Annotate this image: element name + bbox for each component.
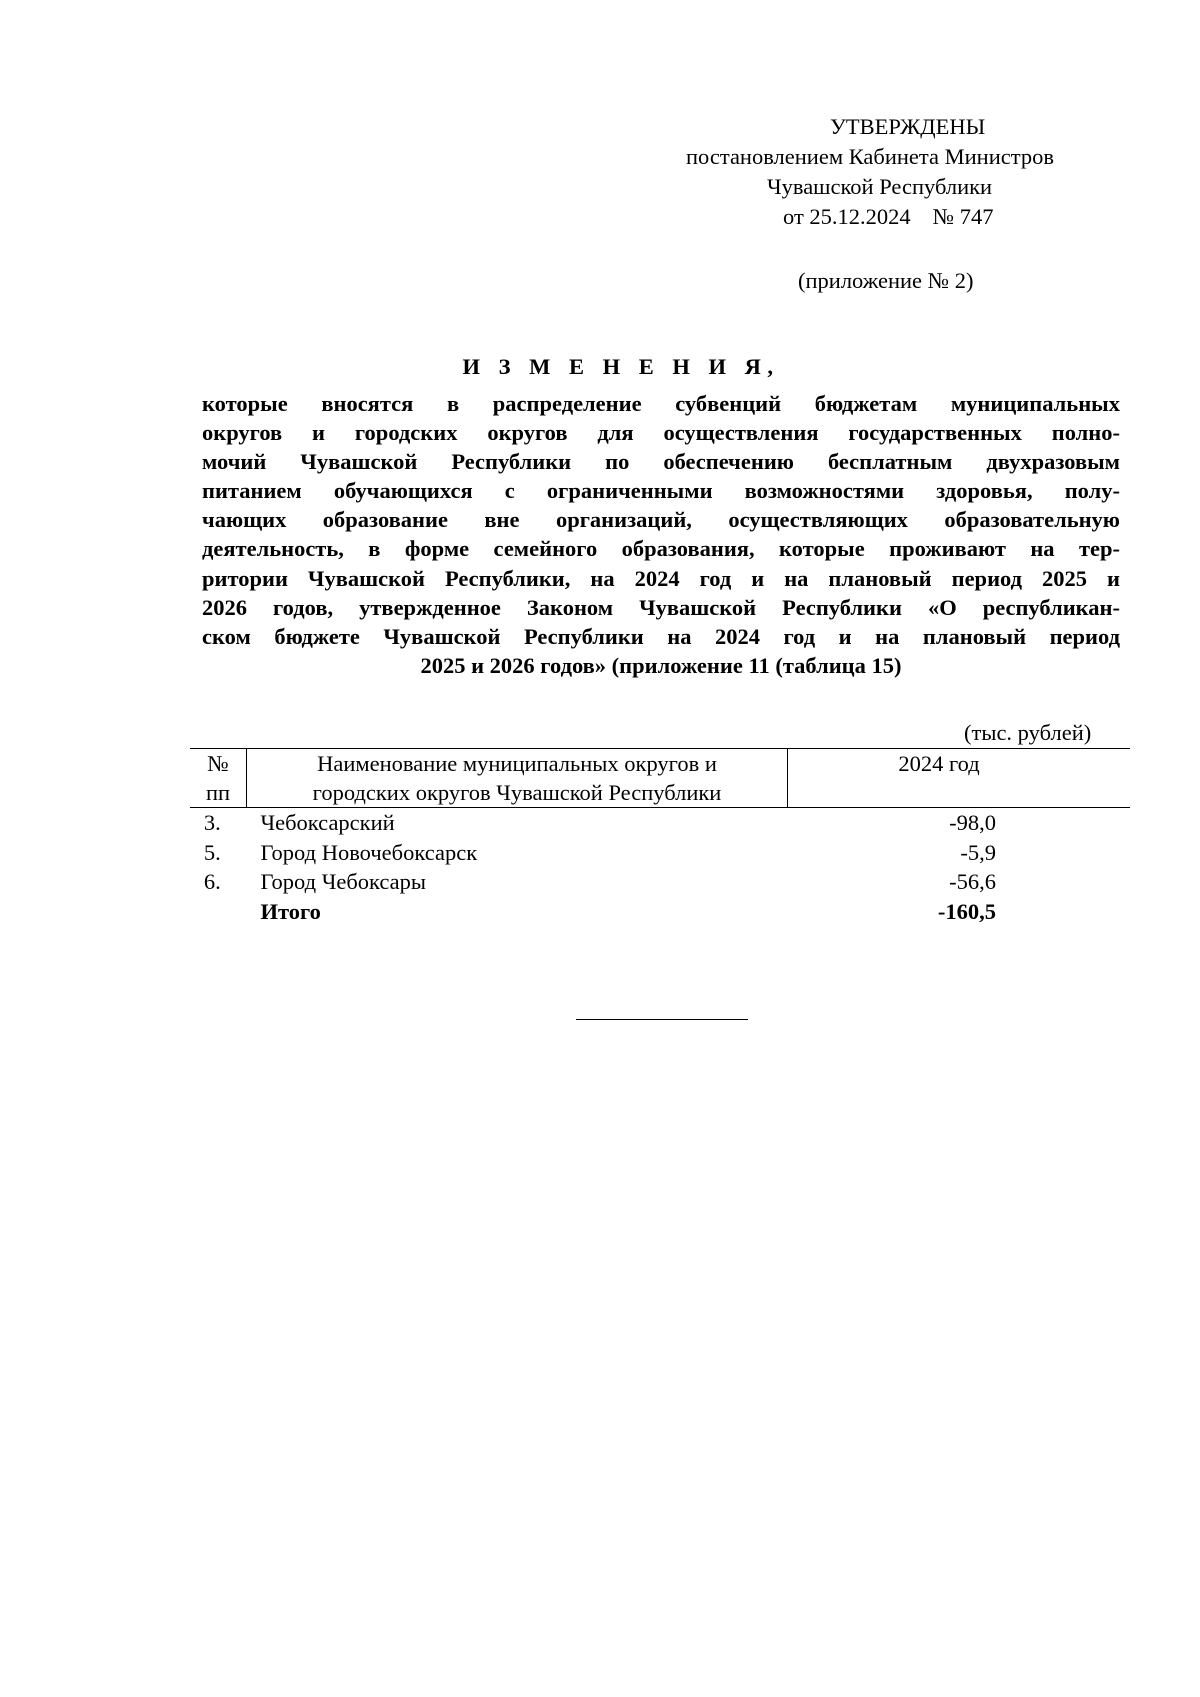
subtitle-line: мочий Чувашской Республики по обеспечению бесплатным двухразовым bbox=[202, 449, 1120, 475]
row-number: 3. bbox=[203, 810, 221, 835]
row-value: -5,9 bbox=[960, 839, 996, 865]
approval-issuer-line: постановлением Кабинета Министров bbox=[686, 144, 1054, 169]
units-label: (тыс. рублей) bbox=[964, 720, 1092, 745]
subtitle-line: питанием обучающихся с ограниченными возможностями здоровья, полу- bbox=[202, 478, 1120, 504]
subtitle-line: ском бюджете Чувашской Республики на 2024 год и на плановый период bbox=[202, 623, 1120, 649]
document-title: И З М Е Н Е Н И Я, bbox=[462, 354, 780, 379]
subtitle-line: 2025 и 2026 годов» (приложение 11 (таблица 15) bbox=[420, 652, 902, 678]
approval-republic-line: Чувашской Республики bbox=[767, 174, 993, 199]
column-header-year: 2024 год bbox=[898, 751, 980, 776]
appendix-note: (приложение № 2) bbox=[798, 268, 974, 293]
table-body bbox=[190, 808, 1130, 927]
table-row bbox=[190, 838, 1130, 868]
approval-number: № 747 bbox=[932, 204, 994, 229]
subtitle-line: которые вносятся в распределение субвенций бюджетам муниципальных bbox=[202, 391, 1120, 416]
table-total-row bbox=[190, 897, 1130, 927]
subtitle-line: ритории Чувашской Республики, на 2024 год и на плановый период 2025 и bbox=[202, 565, 1120, 591]
end-divider bbox=[576, 1019, 748, 1020]
approval-heading: УТВЕРЖДЕНЫ bbox=[830, 114, 986, 139]
approval-date-line bbox=[783, 202, 1200, 232]
table-header bbox=[190, 749, 1130, 808]
column-header-name-line2: городских округов Чувашской Республики bbox=[312, 780, 722, 805]
row-name: Город Чебоксары bbox=[260, 869, 426, 894]
approval-stamp bbox=[600, 112, 1200, 232]
column-header-number-line1: № bbox=[207, 751, 229, 776]
row-name: Город Новочебоксарск bbox=[260, 839, 478, 865]
column-header-number-line2: пп bbox=[205, 780, 231, 805]
approval-date: от 25.12.2024 bbox=[783, 204, 911, 229]
row-number: 5. bbox=[203, 839, 221, 865]
subtitle-line: 2026 годов, утвержденное Законом Чувашской Республики «О республикан- bbox=[202, 594, 1120, 620]
column-header-number bbox=[190, 749, 247, 808]
row-number: 6. bbox=[203, 869, 221, 894]
document-subtitle bbox=[202, 389, 1120, 680]
subtitle-line: деятельность, в форме семейного образования, которые проживают на тер- bbox=[202, 536, 1120, 562]
subtitle-line: чающих образование вне организаций, осуществляющих образовательную bbox=[202, 507, 1120, 533]
total-value: -160,5 bbox=[937, 898, 996, 924]
subtitle-line: округов и городских округов для осуществления государственных полно- bbox=[202, 420, 1120, 446]
row-value: -98,0 bbox=[949, 810, 996, 835]
table-row bbox=[190, 808, 1130, 838]
row-name: Чебоксарский bbox=[260, 810, 395, 835]
table-header-row bbox=[190, 749, 1130, 808]
subvention-table bbox=[190, 748, 1130, 926]
total-number bbox=[190, 897, 247, 927]
table-row bbox=[190, 867, 1130, 897]
column-header-name-line1: Наименование муниципальных округов и bbox=[317, 751, 717, 776]
column-header-name bbox=[247, 749, 788, 808]
row-value: -56,6 bbox=[949, 869, 996, 894]
total-label: Итого bbox=[260, 898, 321, 924]
